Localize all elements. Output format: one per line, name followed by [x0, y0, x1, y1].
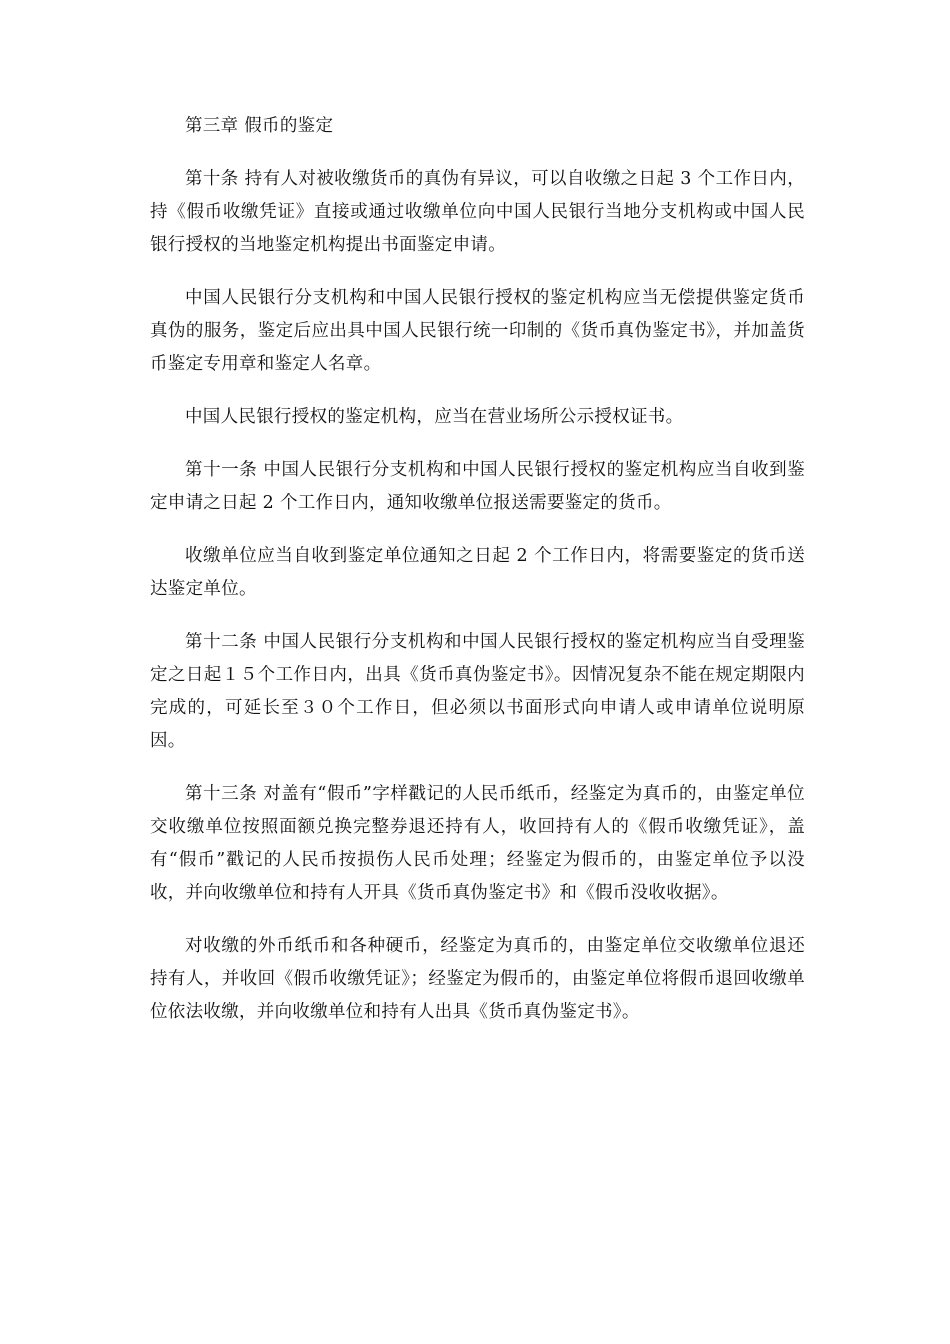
chapter-title: 第三章 假币的鉴定 [185, 116, 334, 136]
document-page [150, 110, 805, 1029]
paragraph-article-13: 第十三条 对盖有“假币”字样戳记的人民币纸币，经鉴定为真币的，由鉴定单位交收缴单位按照面额兑换完整券退还持有人，收回持有人的《假币收缴凭证》，盖有“假币”戳记的人民币按损伤人民币处理；经鉴定为假币的，由鉴定单位予以没收，并向收缴单位和持有人开具《货币真伪鉴定书》和《假币没收收据》。 [150, 784, 805, 903]
paragraph-article-11: 第十一条 中国人民银行分支机构和中国人民银行授权的鉴定机构应当自收到鉴定申请之日起 2 个工作日内，通知收缴单位报送需要鉴定的货币。 [150, 460, 805, 513]
paragraph-delivery: 收缴单位应当自收到鉴定单位通知之日起 2 个工作日内，将需要鉴定的货币送达鉴定单位。 [150, 546, 805, 599]
paragraph-article-12: 第十二条 中国人民银行分支机构和中国人民银行授权的鉴定机构应当自受理鉴定之日起１５个工作日内，出具《货币真伪鉴定书》。因情况复杂不能在规定期限内完成的，可延长至３０个工作日，但必须以书面形式向申请人或申请单位说明原因。 [150, 632, 805, 751]
paragraph-article-10: 第十条 持有人对被收缴货币的真伪有异议，可以自收缴之日起 3 个工作日内，持《假币收缴凭证》直接或通过收缴单位向中国人民银行当地分支机构或中国人民银行授权的当地鉴定机构提出书面鉴定申请。 [150, 169, 805, 255]
paragraph-authorization-certificate: 中国人民银行授权的鉴定机构，应当在营业场所公示授权证书。 [185, 407, 684, 427]
paragraph-identification-service: 中国人民银行分支机构和中国人民银行授权的鉴定机构应当无偿提供鉴定货币真伪的服务，鉴定后应出具中国人民银行统一印制的《货币真伪鉴定书》，并加盖货币鉴定专用章和鉴定人名章。 [150, 288, 805, 374]
paragraph-foreign-currency: 对收缴的外币纸币和各种硬币，经鉴定为真币的，由鉴定单位交收缴单位退还持有人，并收回《假币收缴凭证》；经鉴定为假币的，由鉴定单位将假币退回收缴单位依法收缴，并向收缴单位和持有人出具《货币真伪鉴定书》。 [150, 936, 805, 1022]
